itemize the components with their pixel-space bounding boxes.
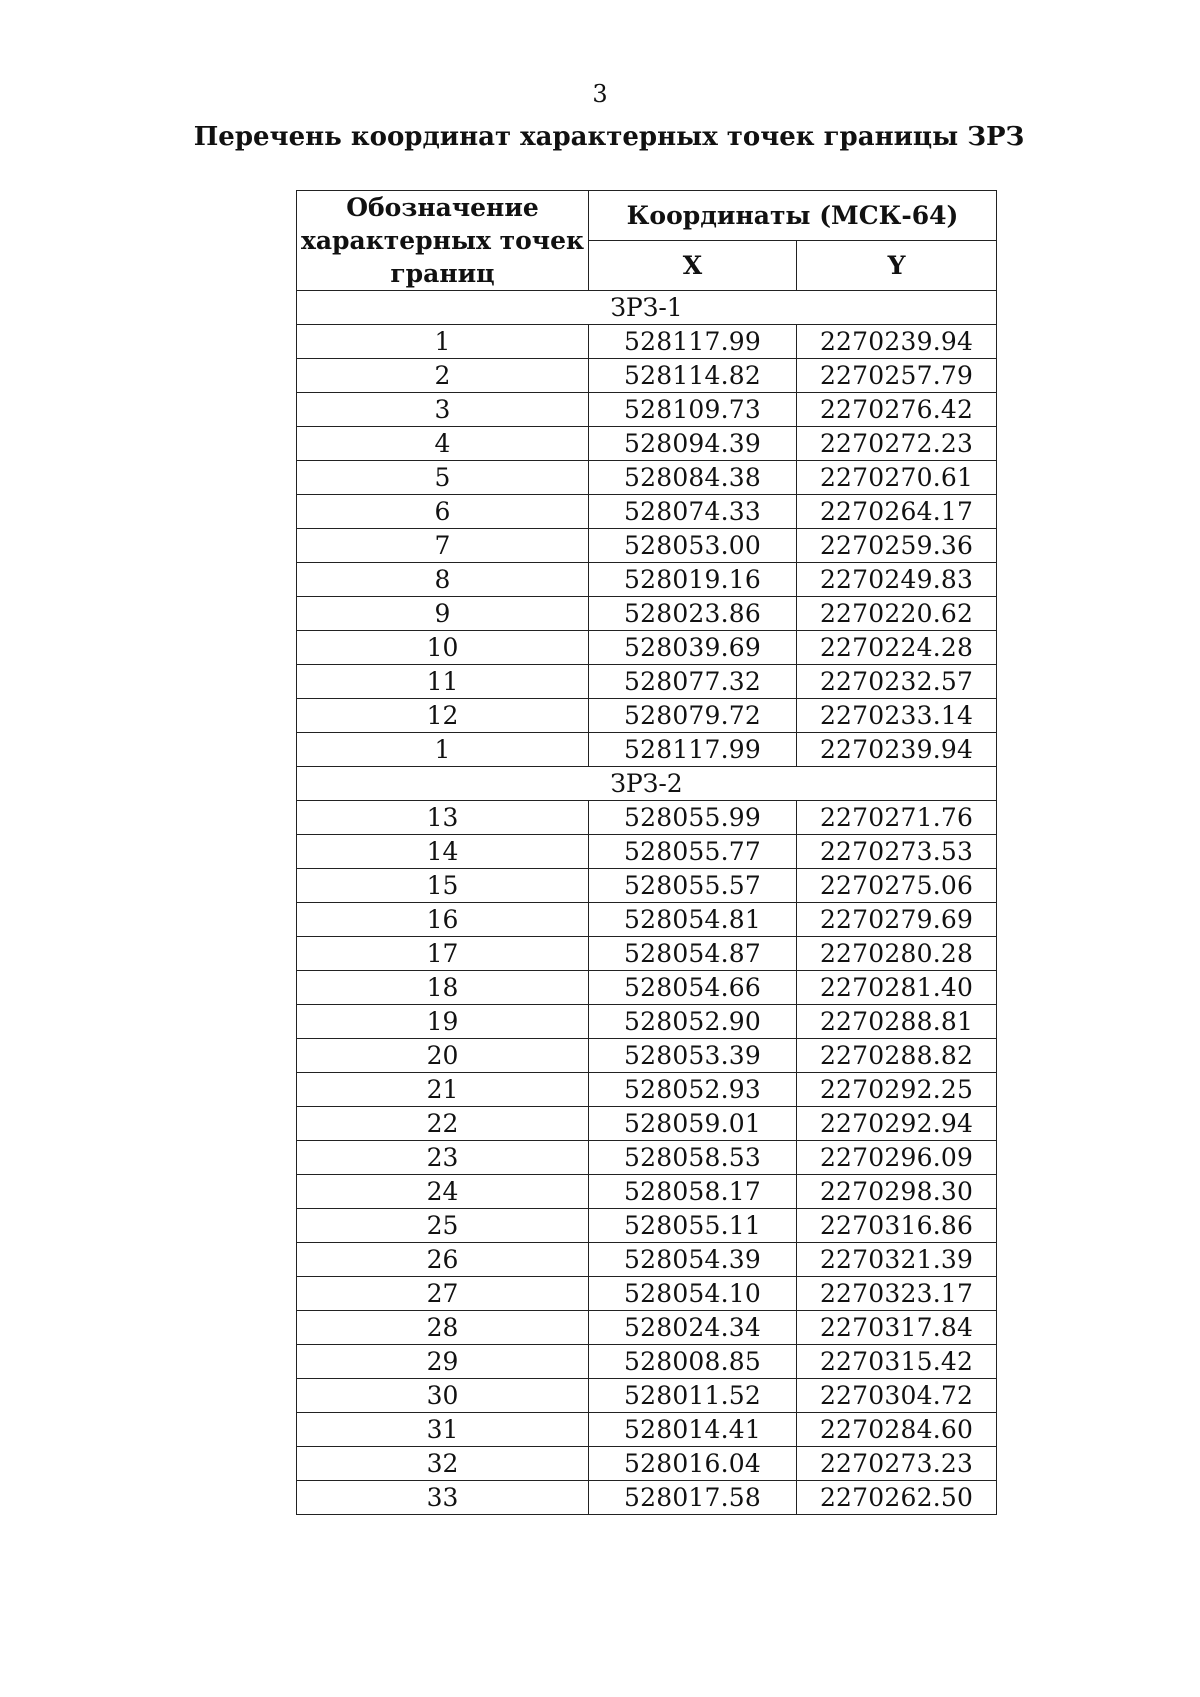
y-coordinate-cell: 2270273.53 [797,835,997,869]
y-coordinate-cell: 2270321.39 [797,1243,997,1277]
table-row [297,325,997,359]
table-body [297,291,997,1515]
point-cell: 33 [297,1481,589,1515]
x-coordinate-cell: 528053.39 [589,1039,797,1073]
point-cell: 6 [297,495,589,529]
table-row [297,393,997,427]
section-label: ЗРЗ-1 [297,291,997,325]
table-row [297,1481,997,1515]
point-cell: 9 [297,597,589,631]
table-row [297,1277,997,1311]
x-coordinate-cell: 528054.87 [589,937,797,971]
point-cell: 26 [297,1243,589,1277]
table-row [297,733,997,767]
point-cell: 18 [297,971,589,1005]
point-cell: 1 [297,325,589,359]
point-cell: 3 [297,393,589,427]
point-cell: 5 [297,461,589,495]
point-cell: 10 [297,631,589,665]
y-coordinate-cell: 2270239.94 [797,325,997,359]
point-cell: 27 [297,1277,589,1311]
point-cell: 30 [297,1379,589,1413]
x-coordinate-cell: 528094.39 [589,427,797,461]
table-header [297,191,997,291]
point-cell: 7 [297,529,589,563]
section-row [297,767,997,801]
point-cell: 28 [297,1311,589,1345]
table-row [297,1345,997,1379]
x-coordinate-cell: 528019.16 [589,563,797,597]
point-cell: 17 [297,937,589,971]
table-row [297,631,997,665]
table-row [297,1209,997,1243]
y-coordinate-cell: 2270292.94 [797,1107,997,1141]
y-coordinate-cell: 2270271.76 [797,801,997,835]
point-cell: 25 [297,1209,589,1243]
x-coordinate-cell: 528024.34 [589,1311,797,1345]
point-cell: 2 [297,359,589,393]
x-coordinate-cell: 528058.17 [589,1175,797,1209]
section-row [297,291,997,325]
x-coordinate-cell: 528058.53 [589,1141,797,1175]
table-row [297,801,997,835]
coordinates-table [296,190,997,1515]
x-coordinate-cell: 528014.41 [589,1413,797,1447]
x-coordinate-cell: 528052.90 [589,1005,797,1039]
x-coordinate-cell: 528053.00 [589,529,797,563]
page-number: 3 [592,80,608,108]
x-coordinate-cell: 528011.52 [589,1379,797,1413]
point-cell: 24 [297,1175,589,1209]
point-cell: 4 [297,427,589,461]
point-cell: 23 [297,1141,589,1175]
table-row [297,835,997,869]
table-row [297,1141,997,1175]
table-row [297,1107,997,1141]
header-coordinates: Координаты (МСК-64) [589,191,997,241]
x-coordinate-cell: 528117.99 [589,733,797,767]
point-cell: 31 [297,1413,589,1447]
y-coordinate-cell: 2270262.50 [797,1481,997,1515]
y-coordinate-cell: 2270249.83 [797,563,997,597]
y-coordinate-cell: 2270220.62 [797,597,997,631]
y-coordinate-cell: 2270276.42 [797,393,997,427]
x-coordinate-cell: 528084.38 [589,461,797,495]
y-coordinate-cell: 2270284.60 [797,1413,997,1447]
point-cell: 22 [297,1107,589,1141]
x-coordinate-cell: 528077.32 [589,665,797,699]
table-row [297,1413,997,1447]
point-cell: 20 [297,1039,589,1073]
y-coordinate-cell: 2270232.57 [797,665,997,699]
table-row [297,461,997,495]
table-row [297,563,997,597]
x-coordinate-cell: 528079.72 [589,699,797,733]
x-coordinate-cell: 528023.86 [589,597,797,631]
point-cell: 1 [297,733,589,767]
x-coordinate-cell: 528039.69 [589,631,797,665]
x-coordinate-cell: 528008.85 [589,1345,797,1379]
x-coordinate-cell: 528059.01 [589,1107,797,1141]
x-coordinate-cell: 528017.58 [589,1481,797,1515]
x-coordinate-cell: 528016.04 [589,1447,797,1481]
y-coordinate-cell: 2270288.82 [797,1039,997,1073]
x-coordinate-cell: 528055.77 [589,835,797,869]
x-coordinate-cell: 528055.57 [589,869,797,903]
y-coordinate-cell: 2270304.72 [797,1379,997,1413]
table-row [297,699,997,733]
table-row [297,1175,997,1209]
y-coordinate-cell: 2270257.79 [797,359,997,393]
x-coordinate-cell: 528074.33 [589,495,797,529]
x-coordinate-cell: 528117.99 [589,325,797,359]
table-row [297,529,997,563]
point-cell: 11 [297,665,589,699]
table-row [297,1039,997,1073]
point-cell: 16 [297,903,589,937]
y-coordinate-cell: 2270275.06 [797,869,997,903]
table-row [297,427,997,461]
table-row [297,903,997,937]
y-coordinate-cell: 2270296.09 [797,1141,997,1175]
point-cell: 32 [297,1447,589,1481]
y-coordinate-cell: 2270259.36 [797,529,997,563]
y-coordinate-cell: 2270281.40 [797,971,997,1005]
table-row [297,971,997,1005]
y-coordinate-cell: 2270279.69 [797,903,997,937]
header-y: Y [797,241,997,291]
y-coordinate-cell: 2270273.23 [797,1447,997,1481]
point-cell: 13 [297,801,589,835]
point-cell: 21 [297,1073,589,1107]
table-row [297,665,997,699]
table-row [297,359,997,393]
table-row [297,1243,997,1277]
table-row [297,1447,997,1481]
table-row [297,597,997,631]
y-coordinate-cell: 2270323.17 [797,1277,997,1311]
table-row [297,495,997,529]
header-point-designation: Обозначение характерных точек границ [297,191,589,291]
y-coordinate-cell: 2270280.28 [797,937,997,971]
point-cell: 14 [297,835,589,869]
point-cell: 29 [297,1345,589,1379]
x-coordinate-cell: 528055.11 [589,1209,797,1243]
x-coordinate-cell: 528114.82 [589,359,797,393]
point-cell: 8 [297,563,589,597]
x-coordinate-cell: 528054.39 [589,1243,797,1277]
y-coordinate-cell: 2270264.17 [797,495,997,529]
table-row [297,937,997,971]
table-row [297,1311,997,1345]
table-row [297,1379,997,1413]
document-title: Перечень координат характерных точек границы ЗРЗ [193,122,1025,152]
y-coordinate-cell: 2270292.25 [797,1073,997,1107]
y-coordinate-cell: 2270288.81 [797,1005,997,1039]
point-cell: 15 [297,869,589,903]
x-coordinate-cell: 528054.81 [589,903,797,937]
y-coordinate-cell: 2270317.84 [797,1311,997,1345]
header-x: X [589,241,797,291]
table-row [297,1073,997,1107]
y-coordinate-cell: 2270316.86 [797,1209,997,1243]
x-coordinate-cell: 528054.10 [589,1277,797,1311]
y-coordinate-cell: 2270270.61 [797,461,997,495]
y-coordinate-cell: 2270272.23 [797,427,997,461]
x-coordinate-cell: 528055.99 [589,801,797,835]
y-coordinate-cell: 2270315.42 [797,1345,997,1379]
point-cell: 19 [297,1005,589,1039]
x-coordinate-cell: 528109.73 [589,393,797,427]
y-coordinate-cell: 2270224.28 [797,631,997,665]
y-coordinate-cell: 2270233.14 [797,699,997,733]
table-row [297,869,997,903]
x-coordinate-cell: 528052.93 [589,1073,797,1107]
section-label: ЗРЗ-2 [297,767,997,801]
y-coordinate-cell: 2270239.94 [797,733,997,767]
table-row [297,1005,997,1039]
y-coordinate-cell: 2270298.30 [797,1175,997,1209]
x-coordinate-cell: 528054.66 [589,971,797,1005]
point-cell: 12 [297,699,589,733]
